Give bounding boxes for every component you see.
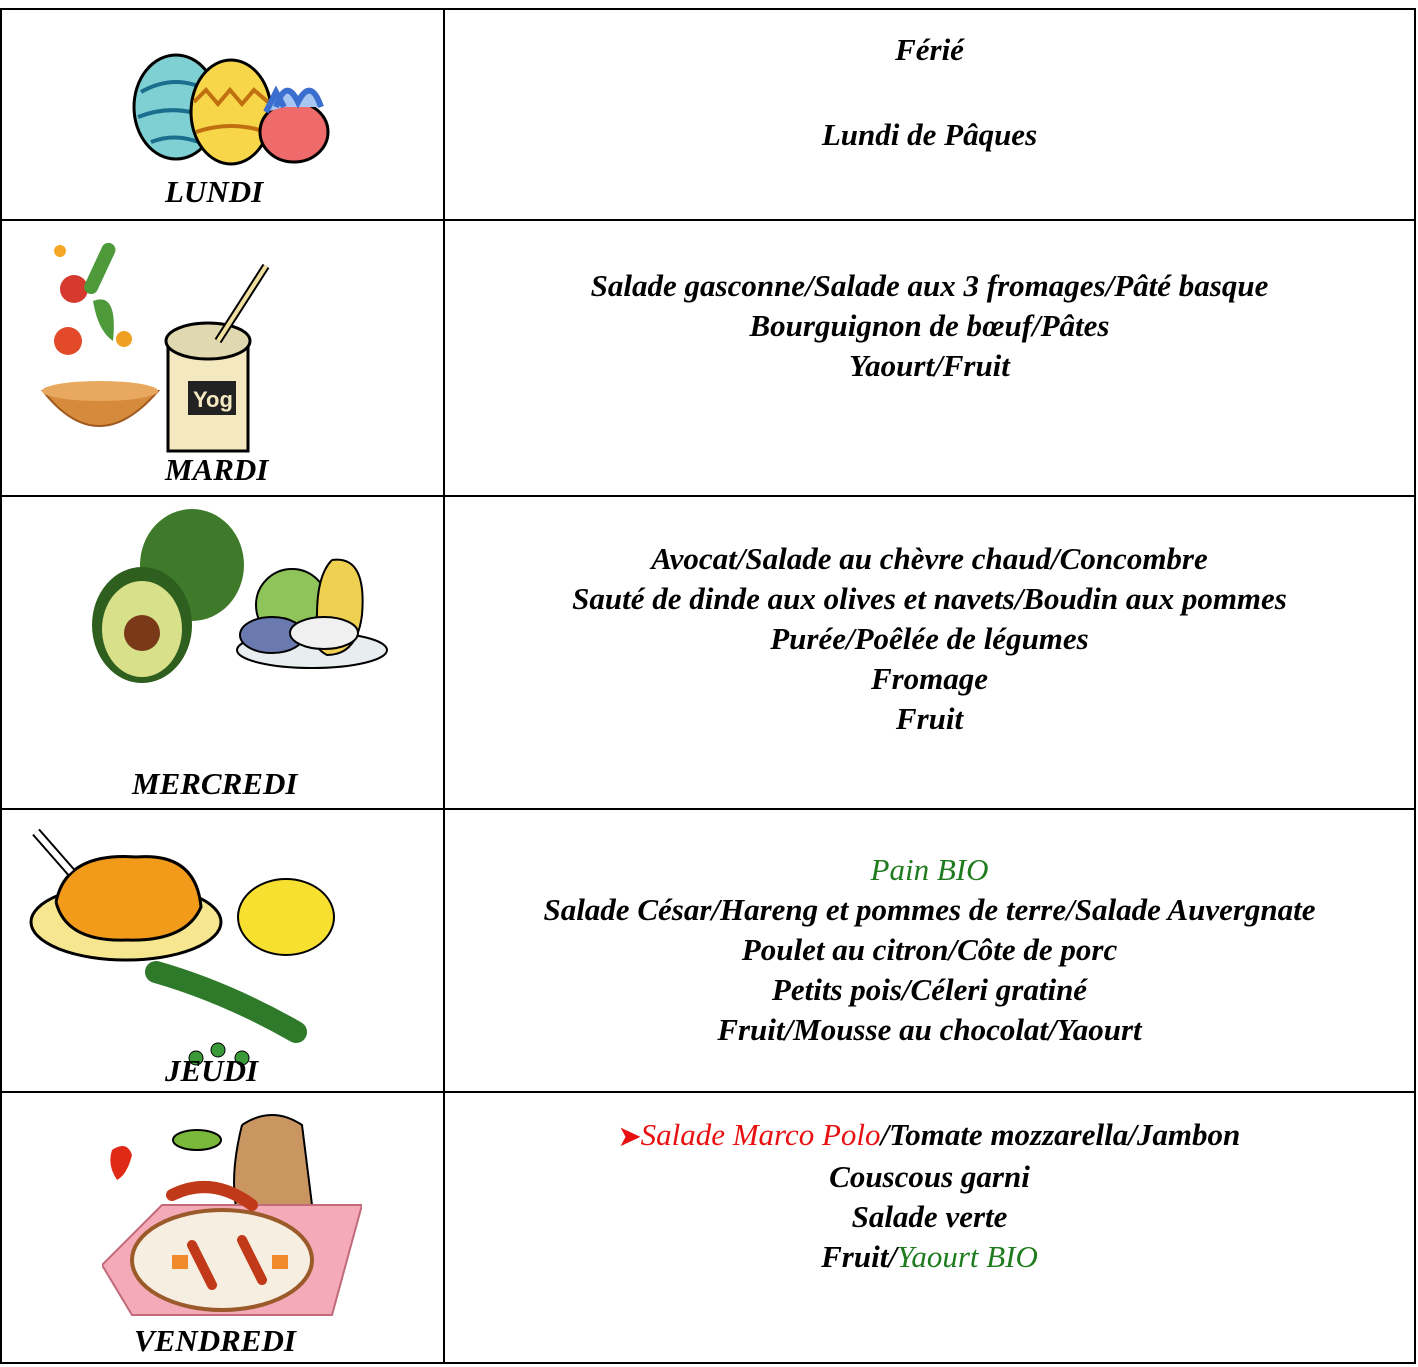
meal-line: Fruit/Mousse au chocolat/Yaourt — [717, 1012, 1142, 1047]
meal-line: Petits pois/Céleri gratiné — [771, 972, 1088, 1007]
meal-line: Fruit — [895, 701, 964, 736]
meal-line: Lundi de Pâques — [821, 117, 1038, 152]
salad-yogurt-icon — [38, 231, 288, 471]
meal-line: Férié — [895, 32, 964, 67]
meal-line: Fromage — [870, 661, 989, 696]
meal-line: Salade César/Hareng et pommes de terre/Salade Auvergnate — [543, 892, 1316, 927]
meal-text: /Tomate mozzarella/Jambon — [880, 1117, 1241, 1152]
day-cell-mardi — [1, 220, 444, 496]
easter-eggs-icon — [126, 32, 336, 182]
meal-line: Couscous garni — [829, 1159, 1030, 1194]
day-cell-vendredi — [1, 1092, 444, 1363]
meal-line: Salade gasconne/Salade aux 3 fromages/Pâté basque — [590, 268, 1269, 303]
meal-cell-mercredi — [444, 496, 1415, 809]
special-dish: Salade Marco Polo — [640, 1117, 881, 1152]
row-mardi — [1, 220, 1415, 496]
meal-cell-mardi — [444, 220, 1415, 496]
bio-bread-line: Pain BIO — [870, 852, 989, 887]
day-cell-lundi — [1, 9, 444, 220]
day-cell-jeudi — [1, 809, 444, 1092]
meal-line: Salade verte — [851, 1199, 1008, 1234]
meal-line: Bourguignon de bœuf/Pâtes — [749, 308, 1110, 343]
svg-text:Yog: Yog — [193, 387, 233, 412]
meal-line: Poulet au citron/Côte de porc — [741, 932, 1118, 967]
meal-line: Sauté de dinde aux olives et navets/Boudin aux pommes — [572, 581, 1287, 616]
weekly-menu-table — [0, 8, 1416, 1364]
avocado-fruit-icon — [92, 505, 402, 695]
row-vendredi — [1, 1092, 1415, 1363]
day-label: VENDREDI — [134, 1323, 296, 1358]
row-jeudi — [1, 809, 1415, 1092]
meal-line — [445, 1115, 1414, 1157]
meal-line: Purée/Poêlée de légumes — [770, 621, 1089, 656]
meal-line: Avocat/Salade au chèvre chaud/Concombre — [651, 541, 1208, 576]
day-cell-mercredi — [1, 496, 444, 809]
couscous-pitcher-icon — [102, 1095, 362, 1320]
day-label: LUNDI — [165, 174, 264, 209]
day-label: MERCREDI — [132, 766, 298, 801]
day-label: MARDI — [165, 452, 269, 487]
meal-line: Yaourt/Fruit — [849, 348, 1010, 383]
chicken-lemon-peas-icon — [16, 812, 356, 1072]
row-lundi — [1, 9, 1415, 220]
bio-yogurt: Yaourt BIO — [896, 1239, 1038, 1274]
meal-line — [445, 1237, 1414, 1277]
meal-cell-vendredi — [444, 1092, 1415, 1363]
meal-text: Fruit/ — [821, 1239, 897, 1274]
arrow-bullet-icon: ➤ — [618, 1122, 641, 1151]
meal-cell-lundi — [444, 9, 1415, 220]
row-mercredi — [1, 496, 1415, 809]
meal-cell-jeudi — [444, 809, 1415, 1092]
day-label: JEUDI — [165, 1053, 259, 1088]
